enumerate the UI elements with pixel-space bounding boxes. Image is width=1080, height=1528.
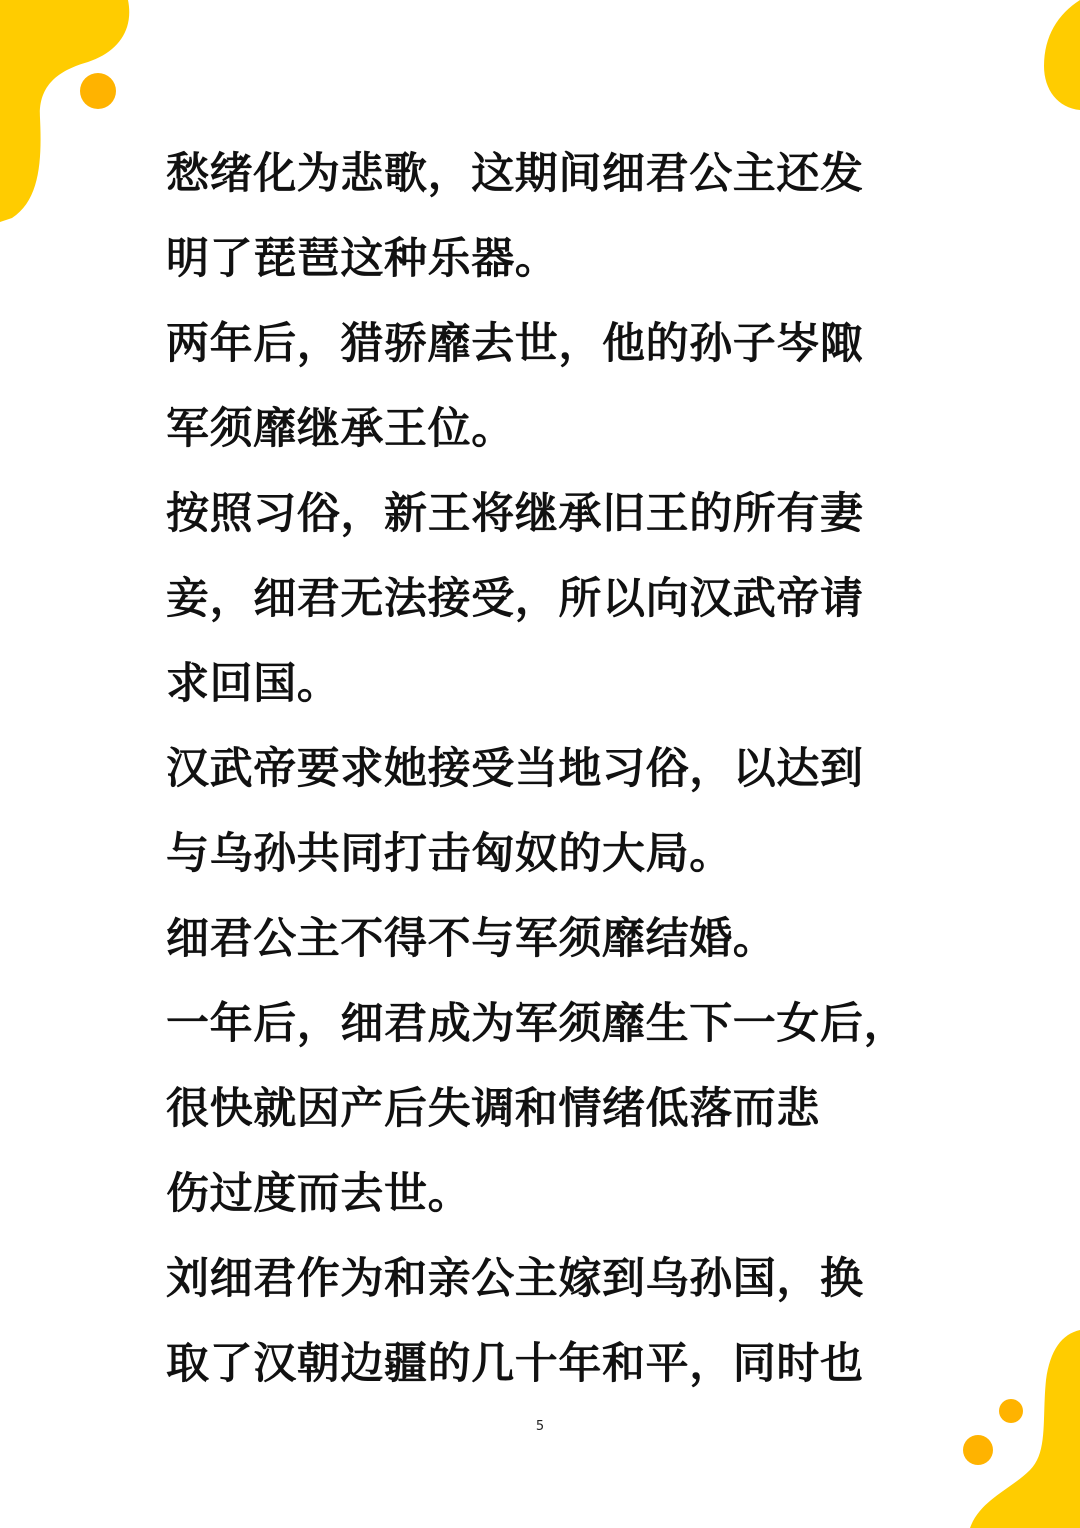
text-line: 与乌孙共同打击匈奴的大局。 bbox=[166, 829, 733, 879]
top-left-blob bbox=[0, 0, 129, 222]
text-line: 刘细君作为和亲公主嫁到乌孙国，换 bbox=[166, 1254, 864, 1304]
text-line: 细君公主不得不与军须靡结婚。 bbox=[166, 914, 777, 964]
text-line: 一年后，细君成为军须靡生下一女后， bbox=[166, 999, 908, 1049]
text-line: 两年后，猎骄靡去世，他的孙子岑陬 bbox=[166, 319, 864, 369]
text-line: 军须靡继承王位。 bbox=[166, 404, 515, 454]
text-line: 按照习俗，新王将继承旧王的所有妻 bbox=[166, 489, 864, 539]
bottom-right-dot-large bbox=[963, 1435, 993, 1465]
text-line: 愁绪化为悲歌，这期间细君公主还发 bbox=[166, 149, 864, 199]
body-text bbox=[166, 132, 956, 1407]
text-line: 很快就因产后失调和情绪低落而悲 bbox=[166, 1084, 820, 1134]
text-line: 妾，细君无法接受，所以向汉武帝请 bbox=[166, 574, 864, 624]
text-line: 伤过度而去世。 bbox=[166, 1169, 472, 1219]
text-line: 汉武帝要求她接受当地习俗，以达到 bbox=[166, 744, 864, 794]
page-number: 5 bbox=[535, 1419, 545, 1434]
text-line: 明了琵琶这种乐器。 bbox=[166, 234, 559, 284]
text-line: 求回国。 bbox=[166, 659, 341, 709]
top-right-blob bbox=[1044, 0, 1080, 110]
text-line: 取了汉朝边疆的几十年和平，同时也 bbox=[166, 1339, 864, 1389]
top-left-dot bbox=[80, 73, 116, 109]
